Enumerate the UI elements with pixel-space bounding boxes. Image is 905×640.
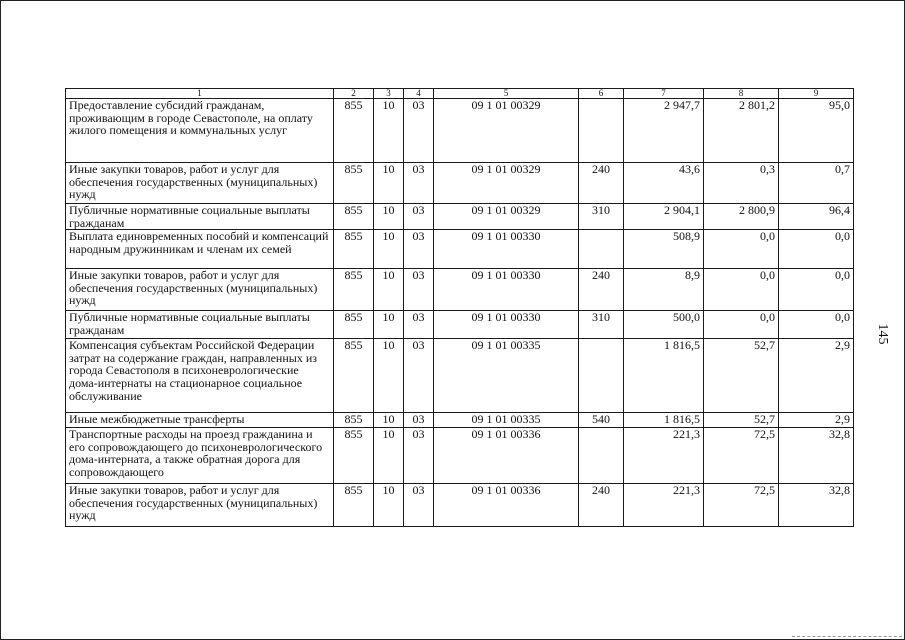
row-description: Публичные нормативные социальные выплаты гражданам — [66, 204, 334, 230]
cell-expense-type — [579, 428, 624, 484]
table-row — [66, 269, 854, 311]
cell-expense-type — [579, 230, 624, 269]
cell-target-article: 09 1 01 00329 — [434, 204, 579, 230]
cell-gov-code: 855 — [334, 99, 374, 163]
table-row — [66, 99, 854, 163]
header-cell: 6 — [579, 89, 624, 99]
cell-percent: 32,8 — [779, 484, 854, 527]
header-cell: 4 — [404, 89, 434, 99]
table-row — [66, 311, 854, 339]
cell-plan: 43,6 — [624, 163, 704, 204]
row-description: Компенсация субъектам Российской Федерации затрат на содержание граждан, направленных из города Севастополя в психоневрологические дома-интернаты на стационарное социальное обслуживание — [66, 339, 334, 413]
cell-target-article: 09 1 01 00336 — [434, 484, 579, 527]
cell-expense-type: 310 — [579, 311, 624, 339]
cell-executed: 52,7 — [704, 413, 779, 428]
cell-target-article: 09 1 01 00330 — [434, 311, 579, 339]
cell-gov-code: 855 — [334, 484, 374, 527]
cell-subsection: 03 — [404, 269, 434, 311]
cell-subsection: 03 — [404, 230, 434, 269]
page-number: 145 — [875, 323, 890, 345]
cell-expense-type — [579, 339, 624, 413]
cell-gov-code: 855 — [334, 413, 374, 428]
cell-plan: 1 816,5 — [624, 413, 704, 428]
cell-gov-code: 855 — [334, 204, 374, 230]
cell-section: 10 — [374, 311, 404, 339]
cell-section: 10 — [374, 204, 404, 230]
cell-subsection: 03 — [404, 99, 434, 163]
cell-subsection: 03 — [404, 413, 434, 428]
cell-subsection: 03 — [404, 163, 434, 204]
cell-plan: 221,3 — [624, 428, 704, 484]
header-cell: 3 — [374, 89, 404, 99]
cell-section: 10 — [374, 99, 404, 163]
cell-expense-type: 540 — [579, 413, 624, 428]
cell-target-article: 09 1 01 00329 — [434, 163, 579, 204]
header-cell: 1 — [66, 89, 334, 99]
cell-section: 10 — [374, 484, 404, 527]
cell-subsection: 03 — [404, 484, 434, 527]
cell-target-article: 09 1 01 00330 — [434, 230, 579, 269]
cell-gov-code: 855 — [334, 230, 374, 269]
cell-plan: 508,9 — [624, 230, 704, 269]
cell-plan: 2 904,1 — [624, 204, 704, 230]
cell-executed: 0,0 — [704, 230, 779, 269]
cell-executed: 2 800,9 — [704, 204, 779, 230]
cell-subsection: 03 — [404, 339, 434, 413]
cell-percent: 96,4 — [779, 204, 854, 230]
row-description: Транспортные расходы на проезд гражданина и его сопровождающего до психоневрологического дома-интерната, а также обратная дорога для сопровождающего — [66, 428, 334, 484]
row-description: Публичные нормативные социальные выплаты гражданам — [66, 311, 334, 339]
cell-subsection: 03 — [404, 311, 434, 339]
cell-percent: 95,0 — [779, 99, 854, 163]
table-row — [66, 230, 854, 269]
row-description: Иные закупки товаров, работ и услуг для обеспечения государственных (муниципальных) нужд — [66, 163, 334, 204]
header-cell: 8 — [704, 89, 779, 99]
table-row — [66, 428, 854, 484]
cell-plan: 2 947,7 — [624, 99, 704, 163]
row-description: Выплата единовременных пособий и компенсаций народным дружинникам и членам их семей — [66, 230, 334, 269]
cell-plan: 221,3 — [624, 484, 704, 527]
cell-gov-code: 855 — [334, 269, 374, 311]
cell-section: 10 — [374, 230, 404, 269]
table-row — [66, 484, 854, 527]
row-description: Иные закупки товаров, работ и услуг для обеспечения государственных (муниципальных) нужд — [66, 484, 334, 527]
cell-expense-type — [579, 99, 624, 163]
cell-executed: 0,0 — [704, 269, 779, 311]
cell-section: 10 — [374, 339, 404, 413]
table-row — [66, 204, 854, 230]
cell-target-article: 09 1 01 00330 — [434, 269, 579, 311]
cell-percent: 2,9 — [779, 413, 854, 428]
cell-plan: 1 816,5 — [624, 339, 704, 413]
header-cell: 9 — [779, 89, 854, 99]
cell-target-article: 09 1 01 00335 — [434, 339, 579, 413]
cell-percent: 2,9 — [779, 339, 854, 413]
cell-expense-type: 240 — [579, 269, 624, 311]
cell-target-article: 09 1 01 00336 — [434, 428, 579, 484]
cell-subsection: 03 — [404, 204, 434, 230]
cell-percent: 0,7 — [779, 163, 854, 204]
budget-table — [65, 88, 854, 527]
cell-expense-type: 240 — [579, 484, 624, 527]
cell-executed: 72,5 — [704, 428, 779, 484]
table-row — [66, 163, 854, 204]
cell-subsection: 03 — [404, 428, 434, 484]
table-row — [66, 413, 854, 428]
cell-executed: 0,0 — [704, 311, 779, 339]
cell-executed: 0,3 — [704, 163, 779, 204]
cell-gov-code: 855 — [334, 428, 374, 484]
cell-section: 10 — [374, 163, 404, 204]
row-description: Иные закупки товаров, работ и услуг для обеспечения государственных (муниципальных) нужд — [66, 269, 334, 311]
cell-section: 10 — [374, 269, 404, 311]
header-cell: 7 — [624, 89, 704, 99]
header-cell: 2 — [334, 89, 374, 99]
header-cell: 5 — [434, 89, 579, 99]
cell-executed: 52,7 — [704, 339, 779, 413]
table-header-row — [66, 89, 854, 99]
cell-gov-code: 855 — [334, 311, 374, 339]
cell-executed: 2 801,2 — [704, 99, 779, 163]
cell-expense-type: 240 — [579, 163, 624, 204]
scan-mark — [792, 636, 902, 639]
cell-plan: 8,9 — [624, 269, 704, 311]
cell-gov-code: 855 — [334, 339, 374, 413]
row-description: Иные межбюджетные трансферты — [66, 413, 334, 428]
cell-target-article: 09 1 01 00329 — [434, 99, 579, 163]
cell-percent: 0,0 — [779, 269, 854, 311]
cell-percent: 0,0 — [779, 311, 854, 339]
row-description: Предоставление субсидий гражданам, проживающим в городе Севастополе, на оплату жилого помещения и коммунальных услуг — [66, 99, 334, 163]
cell-executed: 72,5 — [704, 484, 779, 527]
cell-plan: 500,0 — [624, 311, 704, 339]
cell-section: 10 — [374, 413, 404, 428]
cell-gov-code: 855 — [334, 163, 374, 204]
table-row — [66, 339, 854, 413]
cell-percent: 32,8 — [779, 428, 854, 484]
cell-target-article: 09 1 01 00335 — [434, 413, 579, 428]
cell-expense-type: 310 — [579, 204, 624, 230]
cell-percent: 0,0 — [779, 230, 854, 269]
cell-section: 10 — [374, 428, 404, 484]
